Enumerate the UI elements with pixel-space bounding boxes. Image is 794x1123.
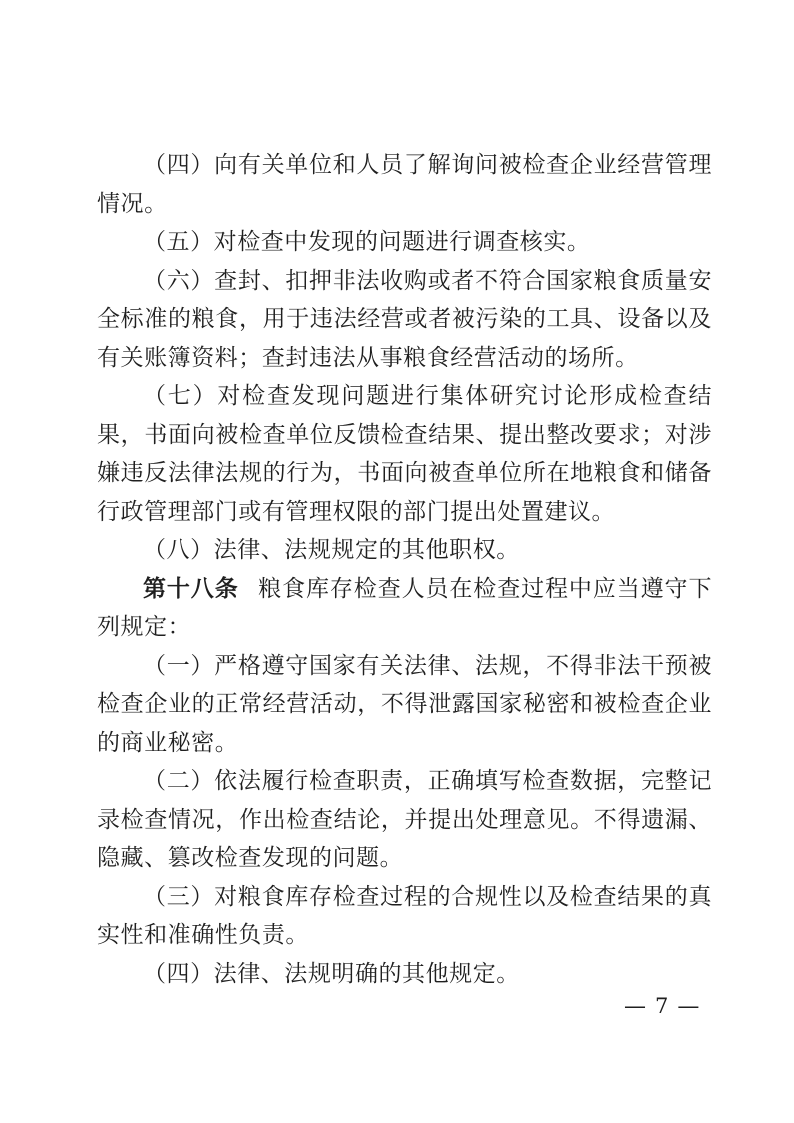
paragraph-clause-5: （五）对检查中发现的问题进行调查核实。 <box>143 229 591 255</box>
page-number-value: 7 <box>655 994 669 1018</box>
paragraph-clause-7: （七）对检查发现问题进行集体研究讨论形成检查结果，书面向被检查单位反馈检查结果、提出整改要求；对涉嫌违反法律法规的行为，书面向被查单位所在地粮食和储备行政管理部门或有管理权限的部门提出处置建议。 <box>97 383 712 525</box>
paragraph-rule-1: （一）严格遵守国家有关法律、法规，不得非法干预被检查企业的正常经营活动，不得泄露国家秘密和被检查企业的商业秘密。 <box>97 652 712 756</box>
paragraph-rule-3: （三）对粮食库存检查过程的合规性以及检查结果的真实性和准确性负责。 <box>97 883 712 948</box>
document-body <box>97 146 712 993</box>
paragraph-article-18 <box>97 570 712 647</box>
article-number-label: 第十八条 <box>143 575 239 602</box>
page-number <box>624 993 699 1020</box>
page-number-dash-left: — <box>624 994 646 1019</box>
paragraph-clause-8: （八）法律、法规规定的其他职权。 <box>143 537 520 563</box>
paragraph-rule-4: （四）法律、法规明确的其他规定。 <box>143 960 520 987</box>
paragraph-clause-6: （六）查封、扣押非法收购或者不符合国家粮食质量安全标准的粮食，用于违法经营或者被污染的工具、设备以及有关账簿资料；查封违法从事粮食经营活动的场所。 <box>97 267 712 371</box>
page-number-dash-right: — <box>677 994 700 1019</box>
paragraph-clause-4: （四）向有关单位和人员了解询问被检查企业经营管理情况。 <box>97 152 712 217</box>
paragraph-rule-2: （二）依法履行检查职责，正确填写检查数据，完整记录检查情况，作出检查结论，并提出处理意见。不得遗漏、隐藏、篡改检查发现的问题。 <box>97 768 712 871</box>
article-text: 粮食库存检查人员在检查过程中应当遵守下列规定： <box>97 575 713 640</box>
